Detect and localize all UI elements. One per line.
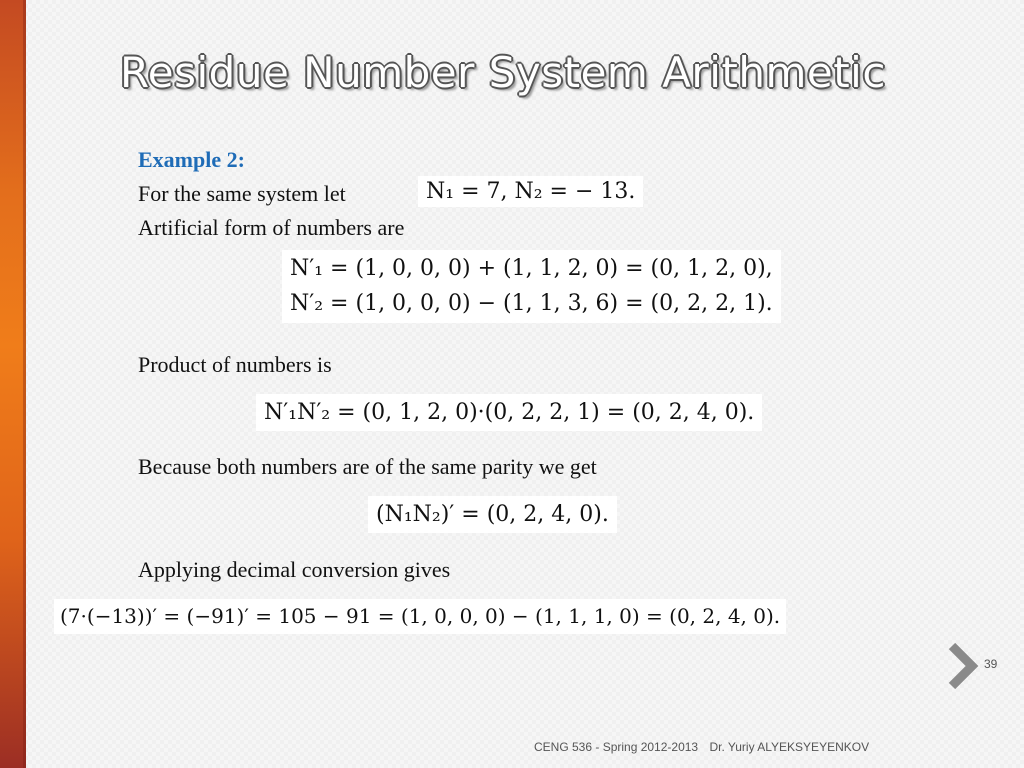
parity-formula: (N₁N₂)′ = (0, 2, 4, 0). xyxy=(368,496,617,533)
intro-text: For the same system let xyxy=(138,181,346,206)
conversion-text: Applying decimal conversion gives xyxy=(138,557,451,582)
artificial-form-text: Artificial form of numbers are xyxy=(138,215,405,240)
footer-author: Dr. Yuriy ALYEKSYEYENKOV xyxy=(709,740,870,754)
product-formula: N′₁N′₂ = (0, 1, 2, 0)·(0, 2, 2, 1) = (0, 2, 4, 0). xyxy=(256,394,762,431)
example-heading: Example 2: xyxy=(138,147,245,172)
accent-sidebar-bar xyxy=(0,0,26,768)
next-chevron-icon[interactable] xyxy=(946,642,980,690)
footer xyxy=(534,740,869,754)
given-numbers-formula: N₁ = 7, N₂ = − 13. xyxy=(418,176,643,207)
conversion-formula: (7·(−13))′ = (−91)′ = 105 − 91 = (1, 0, 0, 0) − (1, 1, 1, 0) = (0, 2, 4, 0). xyxy=(54,599,786,634)
parity-text: Because both numbers are of the same parity we get xyxy=(138,454,597,479)
artificial-n1-formula: N′₁ = (1, 0, 0, 0) + (1, 1, 2, 0) = (0, 1, 2, 0), xyxy=(290,256,773,281)
product-text: Product of numbers is xyxy=(138,352,332,377)
footer-course: CENG 536 - Spring 2012-2013 xyxy=(534,740,699,754)
artificial-n2-formula: N′₂ = (1, 0, 0, 0) − (1, 1, 3, 6) = (0, 2, 2, 1). xyxy=(290,291,773,317)
page-number: 39 xyxy=(984,657,998,671)
artificial-form-formulas xyxy=(282,250,781,323)
slide-title: Residue Number System Arithmetic xyxy=(120,48,886,97)
